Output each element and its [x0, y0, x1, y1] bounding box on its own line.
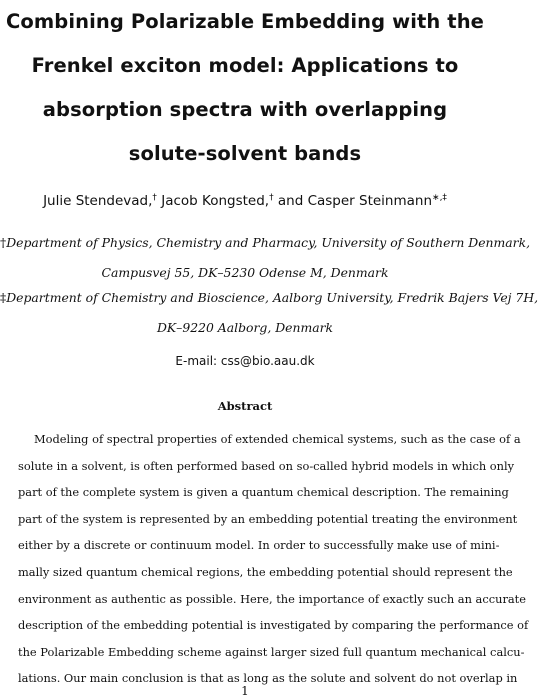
- abstract-line: Modeling of spectral properties of extended chemical systems, such as the case of a: [34, 432, 521, 446]
- affiliation-line: Campusvej 55, DK–5230 Odense M, Denmark: [101, 265, 389, 280]
- title-line: solute-solvent bands: [128, 142, 362, 165]
- affiliation-line: DK–9220 Aalborg, Denmark: [156, 320, 334, 335]
- author-name: Julie Stendevad,: [43, 193, 153, 209]
- page-number: 1: [241, 684, 249, 698]
- abstract-line: the Polarizable Embedding scheme against larger sized full quantum mechanical calcu-: [18, 644, 525, 659]
- affiliation-mark: †: [0, 235, 7, 250]
- abstract-body: [18, 426, 529, 692]
- author-affiliation-mark: ∗,‡: [432, 193, 447, 203]
- affiliation-text: Department of Chemistry and Bioscience, Aalborg University, Fredrik Bajers Vej 7H,: [6, 290, 538, 305]
- abstract-line: solute in a solvent, is often performed based on so-called hybrid models in which only: [18, 458, 515, 473]
- title-line: absorption spectra with overlapping: [42, 98, 448, 121]
- author-affiliation-mark: †: [152, 193, 157, 203]
- author-affiliation-mark: †: [269, 193, 274, 203]
- abstract-line: lations. Our main conclusion is that as long as the solute and solvent do not overlap in: [18, 671, 518, 686]
- affiliation-mark: ‡: [0, 290, 7, 305]
- abstract-heading: Abstract: [217, 399, 273, 413]
- title-line: Combining Polarizable Embedding with the: [5, 10, 485, 33]
- contact-email: E-mail: css@bio.aau.dk: [175, 354, 315, 368]
- affiliation-1: [0, 228, 531, 288]
- abstract-line: either by a discrete or continuum model. In order to successfully make use of mini-: [18, 538, 500, 553]
- affiliation-line: [0, 283, 538, 313]
- author-name: and Casper Steinmann: [277, 193, 433, 209]
- paper-title: [0, 0, 490, 176]
- author-list: [0, 190, 490, 212]
- affiliation-2: [0, 283, 538, 343]
- abstract-line: part of the complete system is given a quantum chemical description. The remaining: [18, 485, 509, 500]
- abstract-line: mally sized quantum chemical regions, the embedding potential should represent the: [18, 564, 513, 579]
- abstract-line: environment as authentic as possible. Here, the importance of exactly such an accurate: [18, 591, 526, 606]
- affiliation-text: Department of Physics, Chemistry and Pharmacy, University of Southern Denmark,: [6, 235, 531, 250]
- title-line: Frenkel exciton model: Applications to: [31, 54, 459, 77]
- abstract-line: description of the embedding potential is investigated by comparing the performance of: [18, 618, 529, 633]
- affiliation-line: [0, 228, 531, 258]
- abstract-line: part of the system is represented by an embedding potential treating the environment: [18, 511, 518, 526]
- author-name: Jacob Kongsted,: [161, 193, 270, 209]
